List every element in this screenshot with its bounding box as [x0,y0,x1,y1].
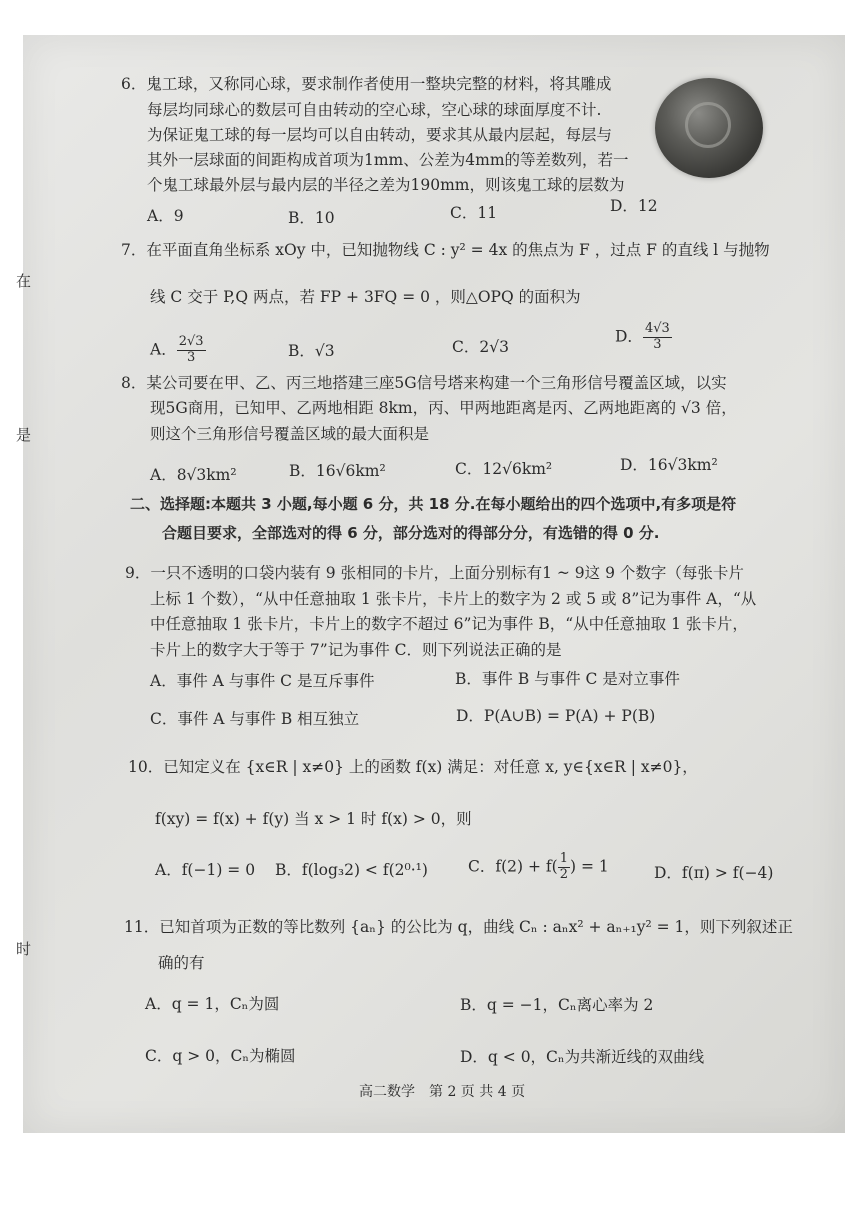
q6-line: 6．鬼工球，又称同心球，要求制作者使用一整块完整的材料，将其雕成 [121,75,612,93]
q6-option-c: C．11 [450,204,498,222]
q7-option-d [615,322,672,353]
q11-line: 11．已知首项为正数的等比数列 {aₙ} 的公比为 q，曲线 Cₙ : aₙx² + aₙ₊₁y² = 1，则下列叙述正 [124,918,793,936]
q11-option-a: A．q = 1，Cₙ为圆 [145,995,280,1013]
q10-option-b: B．f(log₃2) < f(2⁰·¹) [275,861,428,879]
q9-option-d: D．P(A∪B) = P(A) + P(B) [456,707,656,725]
section-2-heading: 二、选择题:本题共 3 小题,每小题 6 分，共 18 分.在每小题给出的四个选项中,有多项是符 [130,495,737,513]
q8-line: 则这个三角形信号覆盖区域的最大面积是 [150,425,430,443]
numerator: 1 [559,851,568,866]
q8-line: 8．某公司要在甲、乙、丙三地搭建三座5G信号塔来构建一个三角形信号覆盖区域，以实 [121,374,727,392]
fraction [643,322,672,353]
margin-mark: 是 [16,426,32,444]
q9-option-b: B．事件 B 与事件 C 是对立事件 [455,670,680,688]
denominator: 3 [653,336,662,352]
q11-line: 确的有 [158,954,205,972]
fraction [177,335,206,366]
q6-line: 个鬼工球最外层与最内层的半径之差为190mm，则该鬼工球的层数为 [147,176,625,194]
q6-option-a: A．9 [147,207,184,225]
q6-line: 为保证鬼工球的每一层均可以自由转动，要求其从最内层起，每层与 [147,126,613,144]
ghost-ball-photo [655,78,763,178]
q7-line: 线 C 交于 P,Q 两点，若 FP + 3FQ = 0 ，则△OPQ 的面积为 [150,288,581,306]
q9-line: 卡片上的数字大于等于 7”记为事件 C．则下列说法正确的是 [150,641,562,659]
fraction [558,852,570,883]
q11-option-c: C．q > 0，Cₙ为椭圆 [145,1047,296,1065]
option-label: D． [615,327,643,346]
option-label: A． [150,340,177,359]
q7-option-c: C．2√3 [452,338,509,356]
q10-line: f(xy) = f(x) + f(y) 当 x > 1 时 f(x) > 0，则 [155,810,472,828]
denominator: 3 [186,349,196,365]
q6-line: 其外一层球面的间距构成首项为1mm、公差为4mm的等差数列，若一 [147,151,629,169]
q10-line: 10．已知定义在 {x∈R | x≠0} 上的函数 f(x) 满足：对任意 x, y∈{x∈R | x≠0}， [128,758,698,776]
exam-page-photo [23,35,845,1133]
q11-option-d: D．q < 0，Cₙ为共渐近线的双曲线 [460,1048,705,1066]
option-text: ) = 1 [569,857,609,876]
q9-option-c: C．事件 A 与事件 B 相互独立 [150,710,360,728]
q10-option-d: D．f(π) > f(−4) [654,864,774,882]
margin-mark: 在 [16,272,32,290]
q8-line: 现5G商用，已知甲、乙两地相距 8km，丙、甲两地距离是丙、乙两地距离的 √3 倍， [150,399,737,417]
q8-option-d: D．16√3km² [620,456,718,474]
margin-mark: 时 [16,940,32,958]
q11-option-b: B．q = −1，Cₙ离心率为 2 [460,996,654,1014]
page-footer: 高二数学 第 2 页 共 4 页 [359,1084,526,1100]
q8-option-c: C．12√6km² [455,460,553,478]
q9-option-a: A．事件 A 与事件 C 是互斥事件 [150,672,375,690]
q9-line: 中任意抽取 1 张卡片，卡片上的数字不超过 6”记为事件 B，“从中任意抽取 1 张卡片， [150,615,748,633]
q7-option-a [150,335,206,366]
q8-option-b: B．16√6km² [289,462,386,480]
numerator: 2√3 [178,334,204,349]
q7-option-b: B．√3 [288,342,335,360]
denominator: 2 [559,866,568,882]
q9-line: 9．一只不透明的口袋内装有 9 张相同的卡片，上面分别标有1 ~ 9这 9 个数字（每张卡片 [125,564,744,582]
numerator: 4√3 [644,321,670,336]
q7-line: 7．在平面直角坐标系 xOy 中，已知抛物线 C : y² = 4x 的焦点为 F ，过点 F 的直线 l 与抛物 [121,241,770,259]
q8-option-a: A．8√3km² [150,466,237,484]
q10-option-c [468,852,609,883]
q6-option-b: B．10 [288,209,335,227]
q10-option-a: A．f(−1) = 0 [155,861,256,879]
q9-line: 上标 1 个数），“从中任意抽取 1 张卡片，卡片上的数字为 2 或 5 或 8”记为事件 A，“从 [150,590,757,608]
option-text: C．f(2) + f( [468,857,558,876]
section-2-heading: 合题目要求，全部选对的得 6 分，部分选对的得部分分，有选错的得 0 分. [162,524,660,542]
q6-option-d: D．12 [610,197,658,215]
q6-line: 每层均同球心的数层可自由转动的空心球，空心球的球面厚度不计. [147,101,602,119]
